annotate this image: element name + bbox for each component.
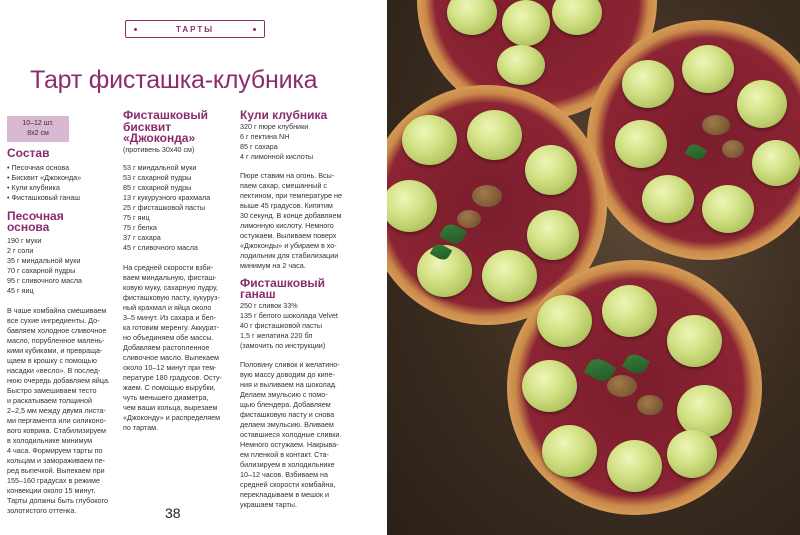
method-line: ваем миндальную, фисташ- — [123, 272, 217, 282]
ganache-swirl — [737, 80, 787, 128]
biscuit-heading — [123, 110, 235, 145]
method-line: паем сахар, смешанный с — [240, 180, 327, 190]
method-line: остужаем. Выливаем поверх — [240, 230, 337, 240]
method-line: На средней скорости взби- — [123, 262, 213, 272]
ganache-swirl — [525, 145, 577, 195]
method-line: ред выпечкой. Выпекаем при — [7, 465, 105, 475]
ganache-ingredients — [240, 301, 360, 351]
method-line: пературе 180 градусов. Осту- — [123, 372, 222, 382]
ingredient: 75 г белка — [123, 222, 157, 232]
ganache-swirl — [702, 185, 754, 233]
ganache-swirl — [537, 295, 592, 347]
ganache-swirl — [467, 110, 522, 160]
method-line: вую массу доводим до кипе- — [240, 369, 335, 379]
pistachio — [607, 375, 637, 397]
ganache-swirl — [522, 360, 577, 412]
ingredient: 25 г фисташковой пасты — [123, 202, 206, 212]
ganache-swirl — [622, 60, 674, 108]
ganache-swirl — [527, 210, 579, 260]
method-line: кольцам и замораживаем пе- — [7, 455, 106, 465]
method-line: Немного остужаем. Накрыва- — [240, 439, 339, 449]
column-2 — [123, 110, 235, 433]
method-line: чем ваши кольца, вырезаем — [123, 402, 218, 412]
ingredient: 190 г муки — [7, 235, 42, 245]
method-line: конвекции около 15 минут. — [7, 485, 96, 495]
ingredient: 37 г сахара — [123, 232, 161, 242]
yield-size: 8х2 см — [27, 130, 49, 137]
method-line: «Джоконду» и распределяем — [123, 412, 221, 422]
ingredient: 95 г сливочного масла — [7, 275, 82, 285]
method-line: средней скорости комбайна, — [240, 479, 336, 489]
yield-badge — [7, 116, 69, 142]
method-line: щаем в крошку с помощью — [7, 355, 97, 365]
ingredient: 4 г лимонной кислоты — [240, 151, 314, 161]
method-line: ка готовим меренгу. Аккурат- — [123, 322, 220, 332]
method-line: чуть меньшего диаметра, — [123, 392, 209, 402]
method-line: около 10–12 минут при тем- — [123, 362, 217, 372]
ganache-swirl — [667, 315, 722, 367]
ingredient: 45 г сливочного масла — [123, 242, 198, 252]
ganache-swirl — [482, 250, 537, 302]
shortcrust-heading-line1: Песочная — [7, 208, 64, 223]
method-line: но объединяем обе массы. — [123, 332, 214, 342]
method-line: Тарты должны быть глубокого — [7, 495, 108, 505]
composition-item: • Кули клубника — [7, 183, 119, 193]
composition-item: • Песочная основа — [7, 163, 119, 173]
ganache-heading-line1: Фисташковый — [240, 275, 326, 290]
composition-item: • Бисквит «Джоконда» — [7, 173, 119, 183]
dot-right — [253, 28, 256, 31]
method-line: масло, порубленное малень- — [7, 335, 105, 345]
pistachio — [637, 395, 663, 415]
ingredient: 85 г сахарной пудры — [123, 182, 192, 192]
ingredient: 135 г белого шоколада Velvet — [240, 310, 338, 320]
ganache-swirl — [677, 385, 732, 437]
method-line: кими кубиками, и превраща- — [7, 345, 103, 355]
method-line: билизируем в холодильнике — [240, 459, 335, 469]
method-line: ми пергамента или силиконо- — [7, 415, 107, 425]
biscuit-ingredients — [123, 163, 235, 253]
biscuit-pan-size: (противень 30х40 см) — [123, 144, 195, 154]
ganache-swirl — [502, 0, 550, 46]
ingredient: 250 г сливок 33% — [240, 300, 298, 310]
pistachio — [702, 115, 730, 135]
biscuit-heading-line1: Фисташковый — [123, 108, 209, 122]
ganache-swirl — [607, 440, 662, 492]
biscuit-heading-line2: бисквит — [123, 119, 172, 134]
ganache-swirl — [497, 45, 545, 85]
method-line: насадки «весло». В послед- — [7, 365, 101, 375]
method-line: 30 секунд. В конце добавляем — [240, 210, 342, 220]
ingredient: 70 г сахарной пудры — [7, 265, 76, 275]
method-line: ем пленкой в контакт. Ста- — [240, 449, 329, 459]
method-line: ный крахмал и яйца около — [123, 302, 212, 312]
ganache-swirl — [682, 45, 734, 93]
method-line: В чаше комбайна смешиваем — [7, 305, 107, 315]
method-line: лимонную кислоту. Немного — [240, 220, 334, 230]
shortcrust-heading-line2: основа — [7, 220, 50, 234]
method-line: 2–2,5 мм между двумя листа- — [7, 405, 106, 415]
ingredient: 75 г яиц — [123, 212, 150, 222]
composition-list — [7, 163, 119, 203]
biscuit-method — [123, 263, 235, 433]
method-line: 3–5 минут. Из сахара и бел- — [123, 312, 216, 322]
ganache-swirl — [667, 430, 717, 478]
yield-portions: 10–12 шт. — [22, 120, 54, 127]
method-line: оставшиеся холодные сливки. — [240, 429, 342, 439]
ingredient: 53 г сахарной пудры — [123, 172, 192, 182]
method-line: жаем. С помощью вырубки, — [123, 382, 216, 392]
biscuit-heading-line3: «Джоконда» — [123, 131, 196, 145]
method-line: Половину сливок и желатино- — [240, 359, 340, 369]
method-line: делаем эмульсию. Вливаем — [240, 419, 334, 429]
shortcrust-ingredients — [7, 236, 119, 296]
ingredient: 53 г миндальной муки — [123, 162, 197, 172]
method-line: бавляем холодное сливочное — [7, 325, 107, 335]
method-line: ния и выливаем на шоколад. — [240, 379, 337, 389]
coulis-method — [240, 171, 360, 271]
method-line: нюю очередь добавляем яйца. — [7, 375, 110, 385]
method-line: щью блендера. Добавляем — [240, 399, 331, 409]
ingredient: 1,5 г желатина 220 бл — [240, 330, 313, 340]
method-line: «Джоконды» и убираем в хо- — [240, 240, 337, 250]
method-line: фисташковую пасту, кукуруз- — [123, 292, 220, 302]
ingredient: 2 г соли — [7, 245, 34, 255]
method-line: выше 45 градусов. Кипятим — [240, 200, 333, 210]
method-line: лодильник для стабилизации — [240, 250, 339, 260]
ganache-swirl — [542, 425, 597, 477]
method-line: перекладываем в мешок и — [240, 489, 330, 499]
method-line: 155–160 градусах в режиме — [7, 475, 100, 485]
dot-left — [134, 28, 137, 31]
method-line: Добавляем растопленное — [123, 342, 210, 352]
method-line: вого коврика. Стабилизируем — [7, 425, 106, 435]
method-line: 4 часа. Формируем тарты по — [7, 445, 103, 455]
ingredient: 6 г пектина NH — [240, 131, 290, 141]
method-line: украшаем тарты. — [240, 499, 297, 509]
pistachio — [472, 185, 502, 207]
method-line: Делаем эмульсию с помо- — [240, 389, 328, 399]
shortcrust-heading — [7, 208, 119, 234]
section-label: ТАРТЫ — [175, 24, 215, 34]
tart-photo — [387, 0, 800, 535]
method-line: 10–12 часов. Взбиваем на — [240, 469, 328, 479]
ingredient: 45 г яиц — [7, 285, 34, 295]
ingredient: 320 г пюре клубники — [240, 121, 309, 131]
method-line: все сухие ингредиенты. До- — [7, 315, 100, 325]
method-line: в холодильнике минимум — [7, 435, 93, 445]
composition-heading: Состав — [7, 146, 50, 160]
pistachio — [722, 140, 744, 158]
recipe-title: Тарт фисташка-клубника — [30, 66, 318, 94]
shortcrust-method — [7, 306, 119, 516]
ingredient: 40 г фисташковой пасты — [240, 320, 323, 330]
ganache-method — [240, 360, 360, 510]
method-line: ковую муку, сахарную пудру, — [123, 282, 218, 292]
ganache-heading — [240, 275, 360, 301]
method-line: пектином, при температуре не — [240, 190, 342, 200]
ganache-swirl — [615, 120, 667, 168]
method-line: по тартам. — [123, 422, 159, 432]
method-line: сливочное масло. Выпекаем — [123, 352, 219, 362]
column-3 — [240, 110, 360, 510]
ganache-swirl — [602, 285, 657, 337]
method-line: золотистого оттенка. — [7, 505, 77, 515]
method-line: и раскатываем толщиной — [7, 395, 93, 405]
composition-item: • Фисташковый ганаш — [7, 193, 119, 203]
ingredient: 13 г кукурузного крахмала — [123, 192, 211, 202]
ganache-swirl — [402, 115, 457, 165]
section-tag — [125, 20, 265, 38]
coulis-heading: Кули клубника — [240, 108, 328, 122]
method-line: минимум на 2 часа. — [240, 260, 306, 270]
column-1 — [7, 148, 119, 516]
ingredient: 85 г сахара — [240, 141, 278, 151]
ganache-heading-line2: ганаш — [240, 287, 276, 301]
page-number: 38 — [165, 505, 181, 521]
ingredient: (замочить по инструкции) — [240, 340, 326, 350]
coulis-ingredients — [240, 122, 360, 162]
recipe-page — [0, 0, 387, 535]
pistachio — [457, 210, 481, 228]
ganache-swirl — [752, 140, 800, 186]
method-line: Пюре ставим на огонь. Всы- — [240, 170, 335, 180]
method-line: фисташковую пасту и снова — [240, 409, 335, 419]
method-line: Быстро замешиваем тесто — [7, 385, 97, 395]
ganache-swirl — [642, 175, 694, 223]
ingredient: 35 г миндальной муки — [7, 255, 81, 265]
